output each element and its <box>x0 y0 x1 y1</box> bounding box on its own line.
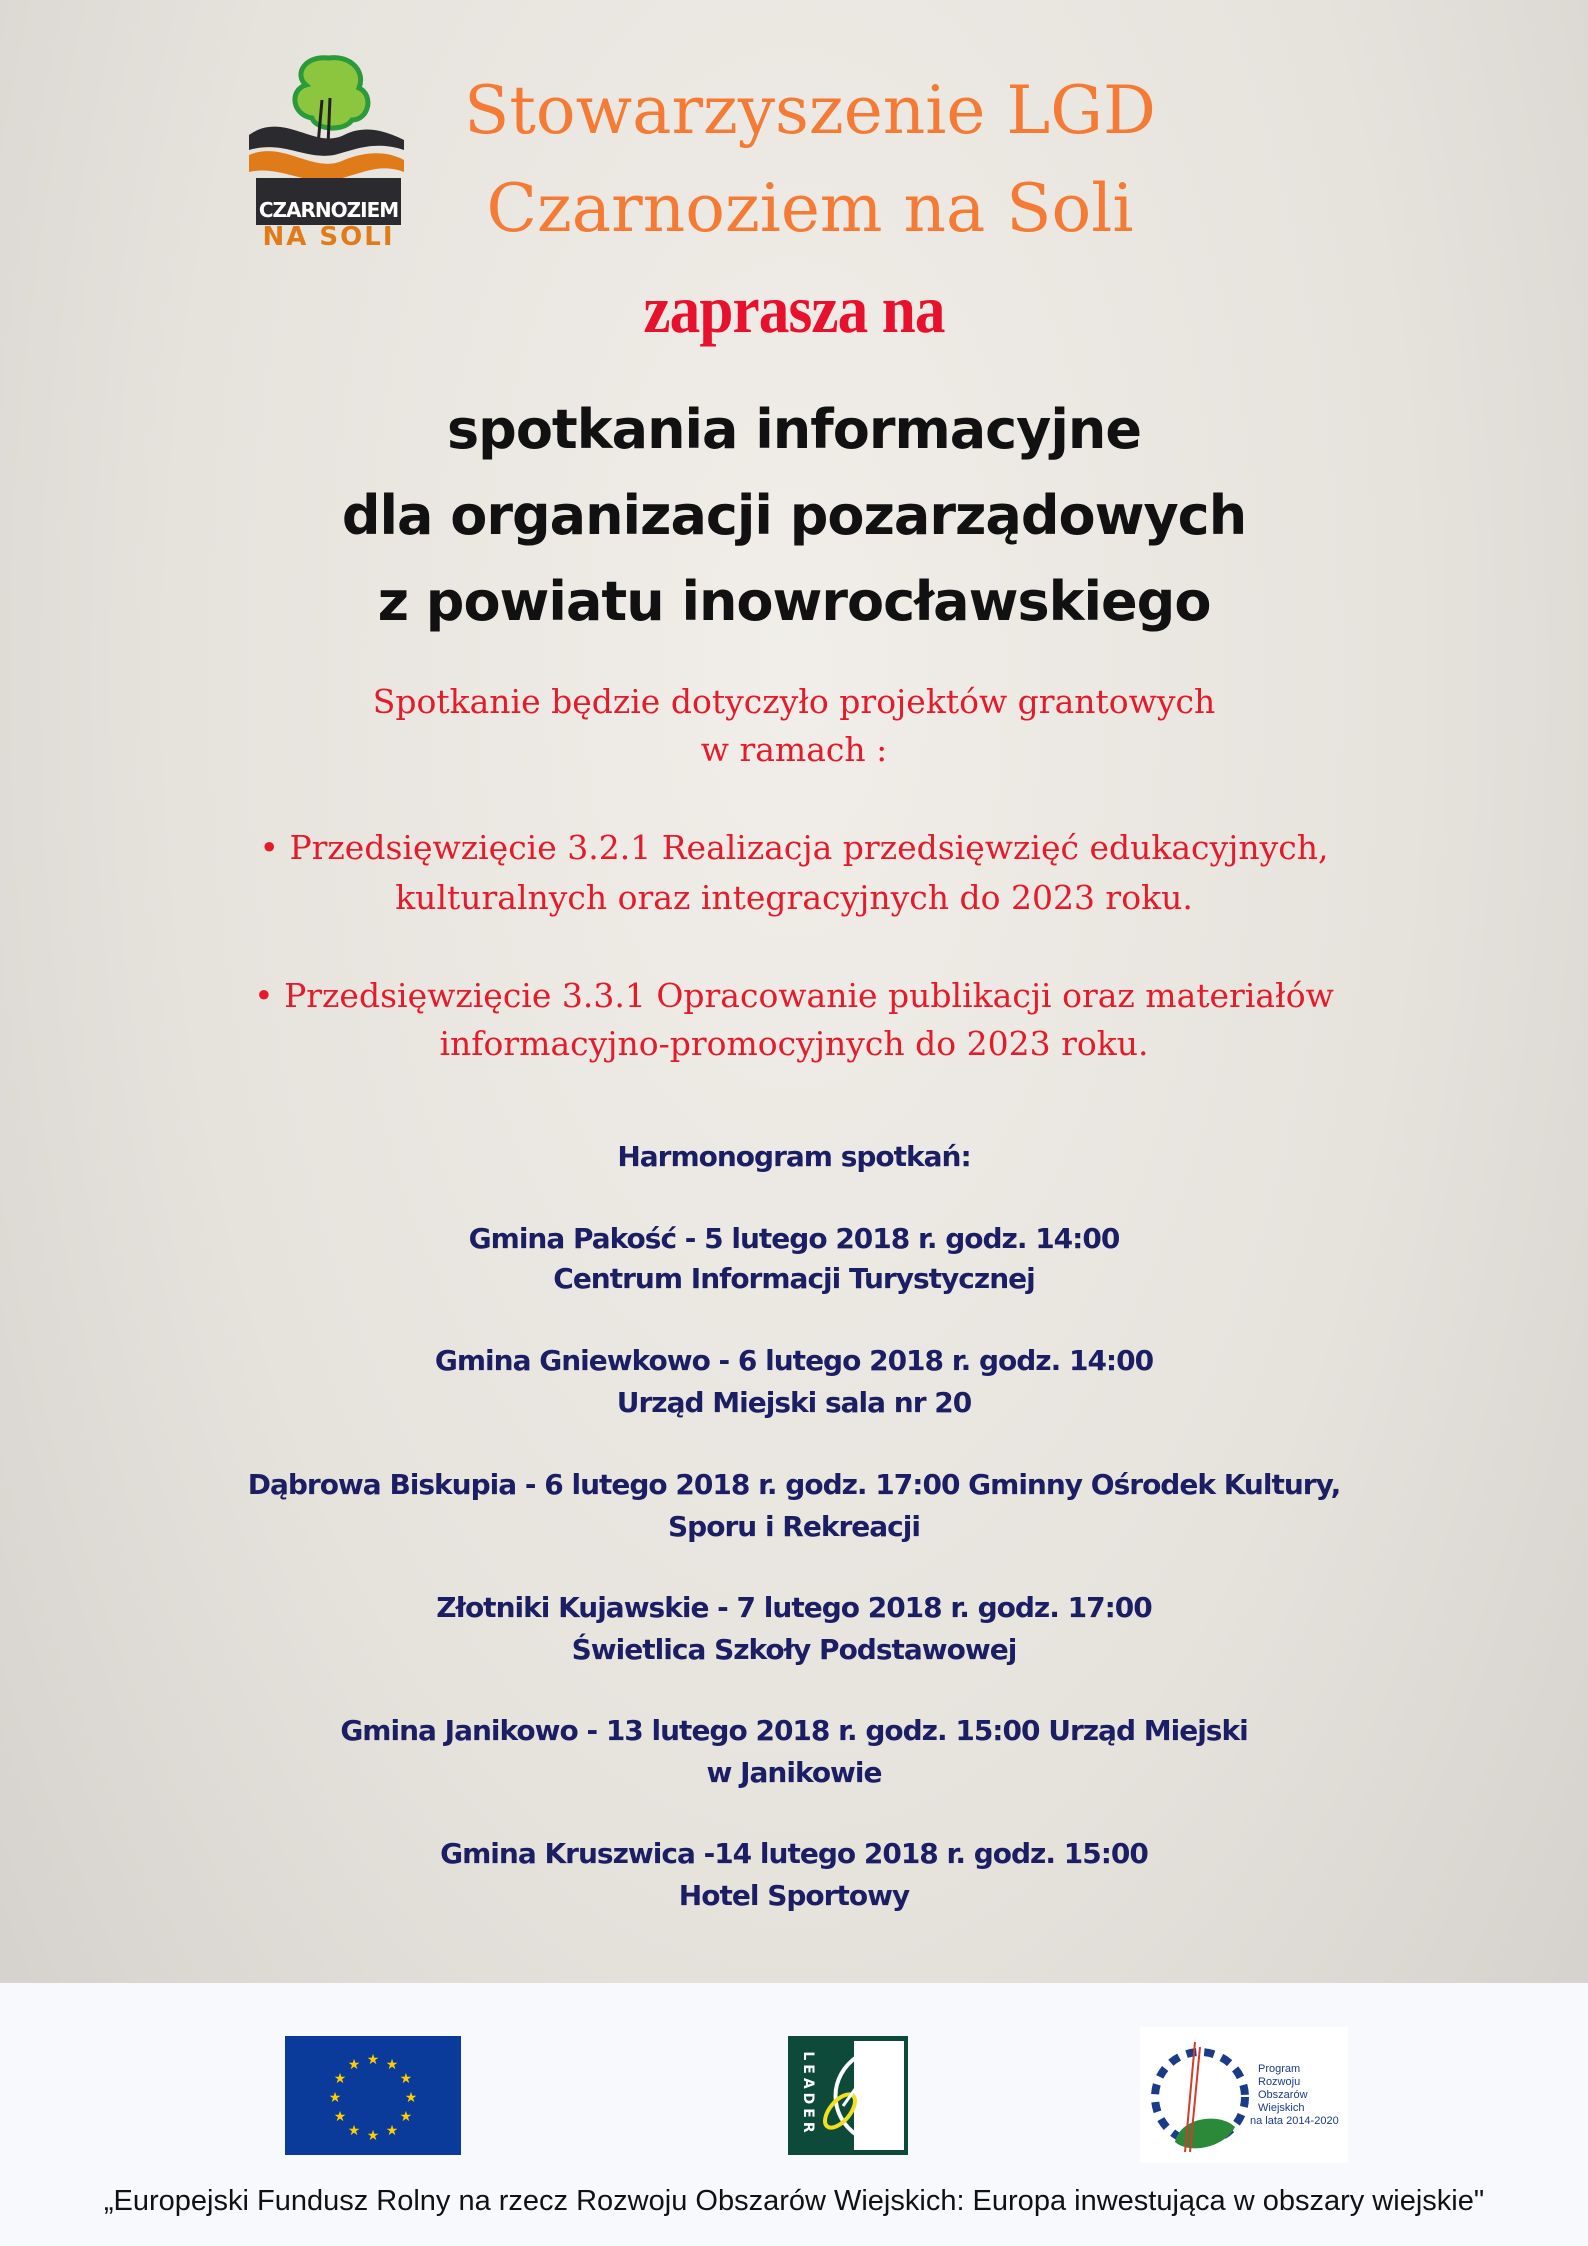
prow-line2: Rozwoju <box>1258 2076 1301 2088</box>
schedule-item-1-line1: Gmina Pakość - 5 lutego 2018 r. godz. 14:00 <box>468 1222 1120 1255</box>
schedule-item-5-line2: w Janikowie <box>706 1756 882 1789</box>
schedule-item-1-line2: Centrum Informacji Turystycznej <box>553 1262 1035 1295</box>
prow-line3: Obszarów <box>1258 2089 1308 2101</box>
eu-star-icon: ★ <box>404 2089 418 2105</box>
prow-line5: na lata 2014-2020 <box>1250 2115 1339 2127</box>
eu-star-icon: ★ <box>366 2127 380 2143</box>
intro-line2: w ramach : <box>700 730 888 769</box>
heading-line1: spotkania informacyjne <box>447 398 1141 461</box>
schedule-item-3-line1: Dąbrowa Biskupia - 6 lutego 2018 r. godz. 17:00 Gminny Ośrodek Kultury, <box>247 1468 1341 1501</box>
eu-star-icon: ★ <box>333 2108 347 2124</box>
logo-text-na-soli: NA SOLI <box>262 222 395 252</box>
schedule-item-6-line2: Hotel Sportowy <box>678 1879 910 1912</box>
bullet-2-line2: informacyjno-promocyjnych do 2023 roku. <box>439 1024 1149 1063</box>
schedule-item-4-line2: Świetlica Szkoły Podstawowej <box>571 1633 1017 1666</box>
schedule-item-2-line1: Gmina Gniewkowo - 6 lutego 2018 r. godz. 14:00 <box>434 1344 1154 1377</box>
eu-star-icon: ★ <box>385 2056 399 2073</box>
logo-text-czarnoziem: CZARNOZIEM <box>258 198 399 222</box>
schedule-title: Harmonogram spotkań: <box>617 1140 971 1173</box>
footer-quote: „Europejski Fundusz Rolny na rzecz Rozwoju Obszarów Wiejskich: Europa inwestująca w obszary wiejskie" <box>103 2185 1485 2217</box>
eu-star-icon: ★ <box>366 2051 380 2067</box>
schedule-item-5-line1: Gmina Janikowo - 13 lutego 2018 r. godz. 15:00 Urząd Miejski <box>340 1714 1248 1747</box>
schedule-item-3-line2: Sporu i Rekreacji <box>668 1510 920 1543</box>
schedule-item-2-line2: Urząd Miejski sala nr 20 <box>616 1386 972 1419</box>
org-title-line1: Stowarzyszenie LGD <box>464 72 1156 149</box>
intro-line1: Spotkanie będzie dotyczyło projektów grantowych <box>372 682 1216 721</box>
prow-line1: Program <box>1258 2063 1301 2075</box>
heading-line3: z powiatu inowrocławskiego <box>377 570 1211 633</box>
schedule-item-4-line1: Złotniki Kujawskie - 7 lutego 2018 r. godz. 17:00 <box>436 1591 1152 1624</box>
prow-emblem-icon <box>1140 2027 1270 2163</box>
bullet-2-line1: • Przedsięwzięcie 3.3.1 Opracowanie publikacji oraz materiałów <box>254 976 1334 1015</box>
prow-line4: Wiejskich <box>1258 2102 1305 2114</box>
eu-star-icon: ★ <box>328 2089 342 2105</box>
heading-line2: dla organizacji pozarządowych <box>341 484 1247 547</box>
leader-label: LEADER <box>800 2051 816 2137</box>
bullet-1-line1: • Przedsięwzięcie 3.2.1 Realizacja przedsięwzięć edukacyjnych, <box>259 828 1329 867</box>
leader-logo <box>788 2036 908 2155</box>
eu-stars-icon <box>285 2036 461 2155</box>
invite-text: zaprasza na <box>643 271 945 347</box>
eu-flag-logo <box>285 2036 461 2155</box>
footer <box>0 1983 1588 2246</box>
eu-star-icon: ★ <box>333 2070 347 2086</box>
eu-star-icon: ★ <box>385 2121 399 2138</box>
org-title-line2: Czarnoziem na Soli <box>486 170 1134 247</box>
eu-star-icon: ★ <box>347 2056 361 2073</box>
schedule-item-6-line1: Gmina Kruszwica -14 lutego 2018 r. godz. 15:00 <box>440 1837 1148 1870</box>
eu-star-icon: ★ <box>399 2070 413 2086</box>
bullet-1-line2: kulturalnych oraz integracyjnych do 2023 roku. <box>395 878 1193 917</box>
prow-logo <box>1140 2027 1348 2163</box>
eu-star-icon: ★ <box>347 2121 361 2138</box>
eu-star-icon: ★ <box>399 2108 413 2124</box>
